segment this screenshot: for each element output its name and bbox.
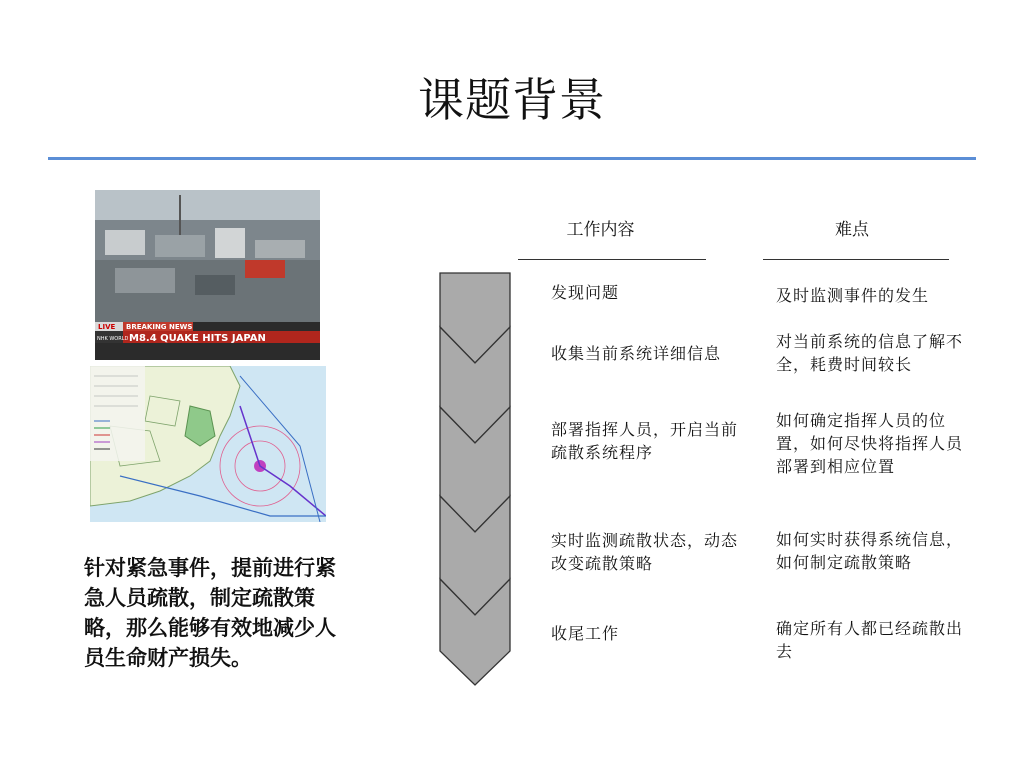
header-work-underline [518, 259, 706, 260]
row-5-work: 收尾工作 [551, 624, 620, 643]
row-3-difficulty: 如何确定指挥人员的位置，如何尽快将指挥人员部署到相应位置 [776, 411, 964, 476]
title-divider [48, 157, 976, 160]
typhoon-track-map [90, 366, 326, 522]
row-4-work: 实时监测疏散状态，动态改变疏散策略 [551, 531, 739, 573]
header-difficulty-underline [763, 259, 949, 260]
header-difficulty: 难点 [835, 220, 869, 240]
row-2-difficulty: 对当前系统的信息了解不全，耗费时间较长 [776, 332, 964, 374]
row-3-work: 部署指挥人员，开启当前疏散系统程序 [551, 420, 739, 462]
slide-title: 课题背景 [418, 73, 606, 127]
row-1-work: 发现问题 [551, 283, 620, 302]
live-label: LIVE [98, 323, 116, 331]
row-2-work: 收集当前系统详细信息 [551, 344, 722, 363]
channel-label: NHK WORLD [97, 336, 129, 342]
process-chevron-flow [438, 270, 512, 690]
row-5-difficulty: 确定所有人都已经疏散出去 [776, 619, 964, 661]
header-work: 工作内容 [566, 220, 635, 240]
breaking-news-label: BREAKING NEWS [126, 323, 193, 331]
background-description: 针对紧急事件，提前进行紧急人员疏散，制定疏散策略，那么能够有效地减少人员生命财产损失。 [84, 555, 336, 670]
row-1-difficulty: 及时监测事件的发生 [776, 286, 930, 305]
earthquake-news-photo [95, 190, 320, 360]
row-4-difficulty: 如何实时获得系统信息，如何制定疏散策略 [776, 530, 964, 572]
news-headline: M8.4 QUAKE HITS JAPAN [129, 333, 266, 344]
